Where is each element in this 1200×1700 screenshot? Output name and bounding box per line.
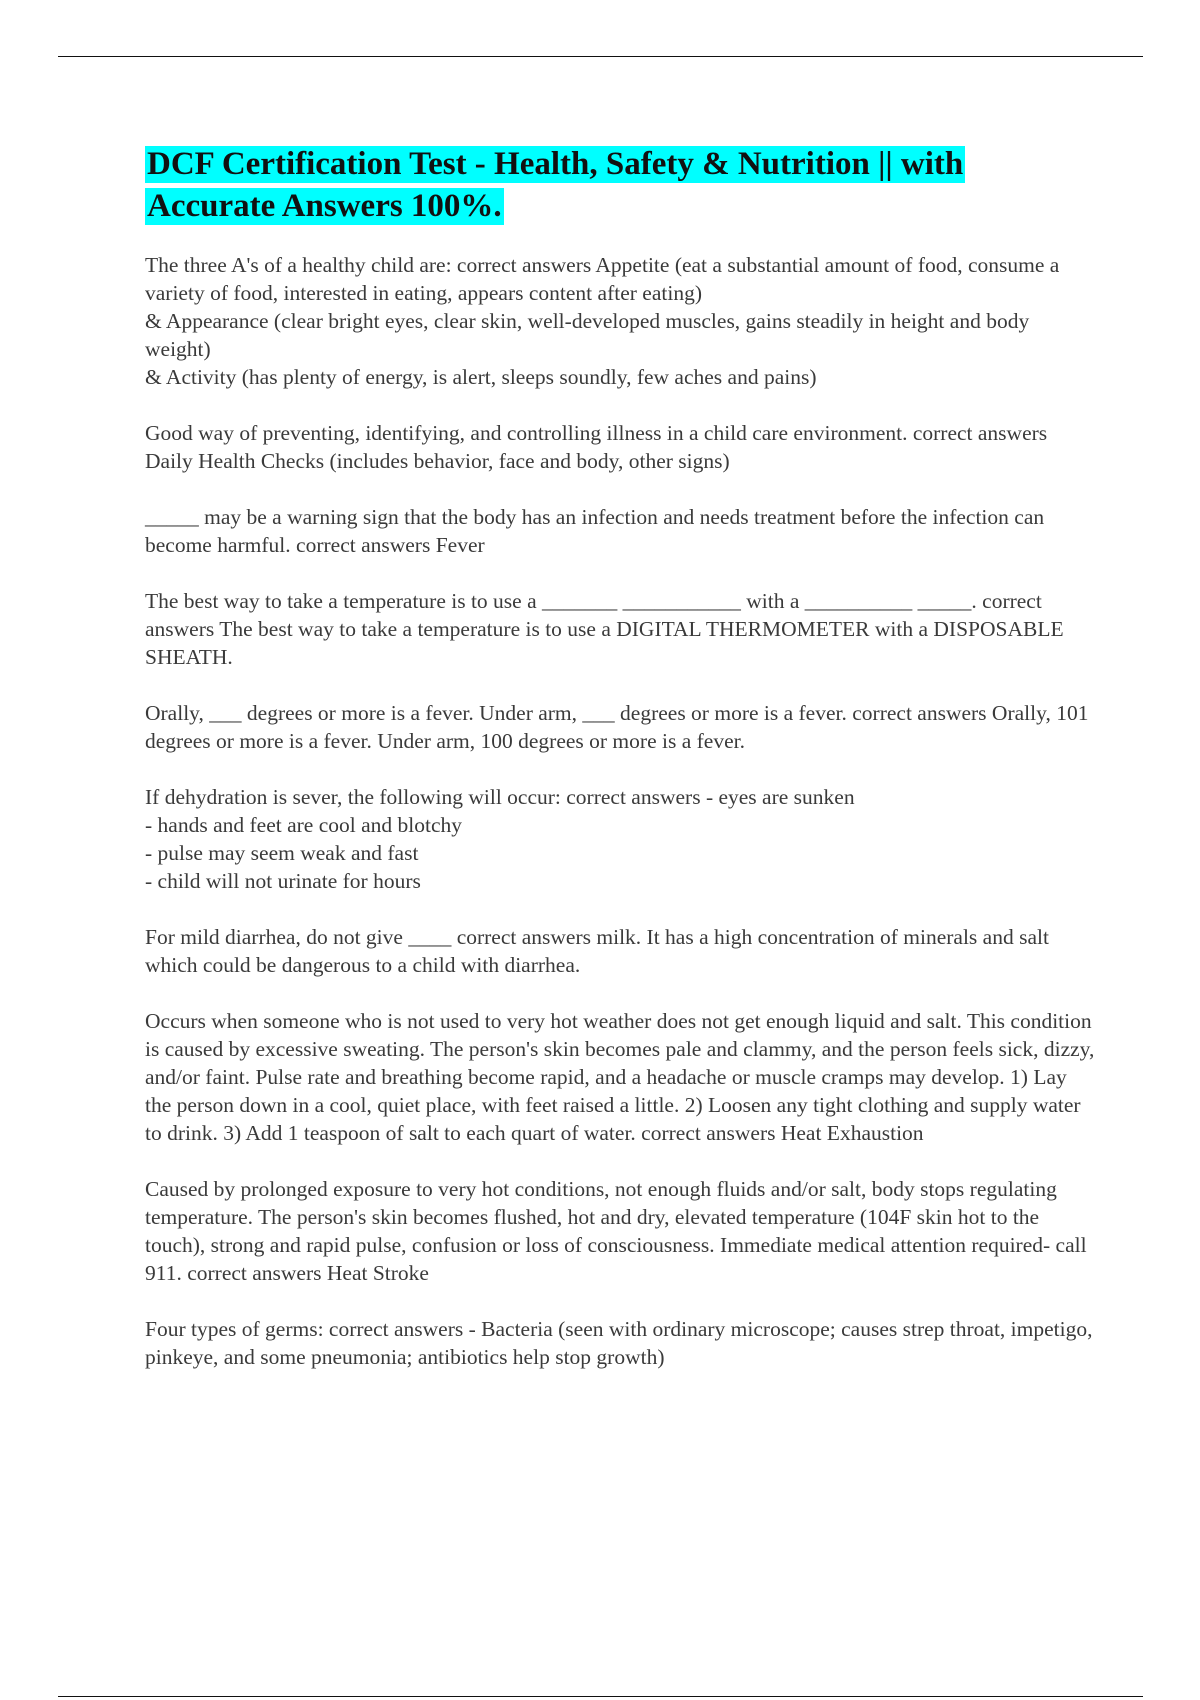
document-title-text: DCF Certification Test - Health, Safety & Nutrition || with Accurate Answers 100%. bbox=[147, 146, 964, 224]
qa-entry-daily-health-checks bbox=[145, 419, 1095, 475]
qa-entry-dehydration bbox=[145, 783, 1095, 895]
qa-line: Four types of germs: correct answers - Bacteria (seen with ordinary microscope; causes strep throat, impetigo, pinkeye, and some pneumonia; antibiotics help stop growth) bbox=[145, 1317, 1098, 1369]
qa-line: Good way of preventing, identifying, and controlling illness in a child care environment. correct answers Daily Health Checks (includes behavior, face and body, other signs) bbox=[145, 421, 1053, 473]
qa-line: Orally, ___ degrees or more is a fever. Under arm, ___ degrees or more is a fever. correct answers Orally, 101 degrees or more is a fever. Under arm, 100 degrees or more is a fever. bbox=[145, 701, 1094, 753]
qa-entry-three-as bbox=[145, 251, 1095, 391]
qa-line: - hands and feet are cool and blotchy bbox=[145, 813, 462, 837]
qa-entry-germs bbox=[145, 1315, 1098, 1371]
qa-line: _____ may be a warning sign that the body has an infection and needs treatment before the infection can become harmful. correct answers Fever bbox=[145, 505, 1050, 557]
qa-entry-fever bbox=[145, 503, 1095, 559]
qa-line: - pulse may seem weak and fast bbox=[145, 841, 419, 865]
qa-line: Caused by prolonged exposure to very hot conditions, not enough fluids and/or salt, body stops regulating temperature. The person's skin becomes flushed, hot and dry, elevated temperature (104F skin hot to the touch), strong and rapid pulse, confusion or loss of consciousness. Immediate medical attention required- call 911. correct answers Heat Stroke bbox=[145, 1177, 1092, 1285]
qa-line: If dehydration is sever, the following will occur: correct answers - eyes are sunken bbox=[145, 785, 855, 809]
qa-line: The best way to take a temperature is to use a _______ ___________ with a __________ _____. correct answers The best way to take a temperature is to use a DIGITAL THERMOMETER with a DISPOSABLE SHEATH. bbox=[145, 589, 1069, 669]
qa-entry-heat-exhaustion bbox=[145, 1007, 1100, 1147]
document-body bbox=[145, 143, 1100, 1399]
footer-rule bbox=[58, 1696, 1143, 1697]
header-rule bbox=[58, 56, 1143, 57]
qa-entry-heat-stroke bbox=[145, 1175, 1095, 1287]
qa-entry-diarrhea bbox=[145, 923, 1095, 979]
document-title bbox=[145, 143, 1095, 227]
qa-line: & Appearance (clear bright eyes, clear skin, well-developed muscles, gains steadily in height and body weight) bbox=[145, 309, 1035, 361]
qa-line: - child will not urinate for hours bbox=[145, 869, 421, 893]
qa-line: & Activity (has plenty of energy, is alert, sleeps soundly, few aches and pains) bbox=[145, 365, 817, 389]
qa-line: For mild diarrhea, do not give ____ correct answers milk. It has a high concentration of minerals and salt which could be dangerous to a child with diarrhea. bbox=[145, 925, 1055, 977]
qa-entry-temperature bbox=[145, 587, 1095, 671]
qa-line: Occurs when someone who is not used to very hot weather does not get enough liquid and salt. This condition is caused by excessive sweating. The person's skin becomes pale and clammy, and the person feels sick, dizzy, and/or faint. Pulse rate and breathing become rapid, and a headache or muscle cramps may develop. 1) Lay the person down in a cool, quiet place, with feet raised a little. 2) Loosen any tight clothing and supply water to drink. 3) Add 1 teaspoon of salt to each quart of water. correct answers Heat Exhaustion bbox=[145, 1009, 1100, 1145]
qa-entry-fever-degrees bbox=[145, 699, 1095, 755]
qa-line: The three A's of a healthy child are: correct answers Appetite (eat a substantial amount of food, consume a variety of food, interested in eating, appears content after eating) bbox=[145, 253, 1065, 305]
